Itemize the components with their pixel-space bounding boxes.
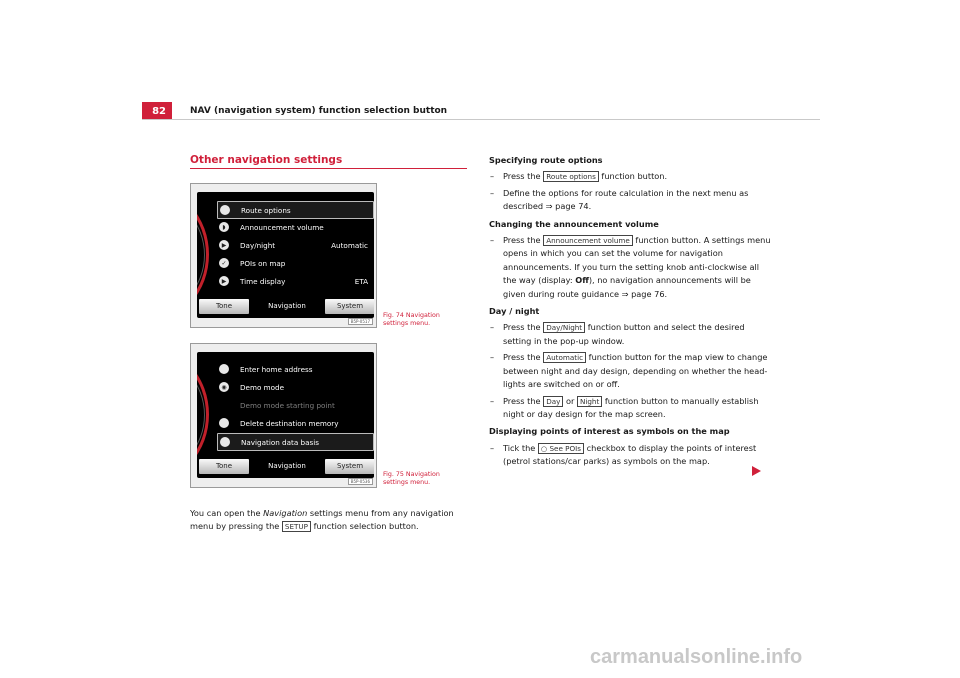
play-icon: ▶ xyxy=(219,276,229,286)
heading-day-night: Day / night xyxy=(489,306,540,317)
heading-announcement-volume: Changing the announcement volume xyxy=(489,218,659,229)
menu-item[interactable] xyxy=(217,397,372,413)
menu-item[interactable] xyxy=(217,237,372,253)
caption-line: Fig. 74 Navigation xyxy=(383,312,440,319)
blank-circle-icon xyxy=(219,364,229,374)
menu-item-label: Announcement volume xyxy=(240,222,324,232)
menu-item[interactable] xyxy=(217,379,372,395)
text: Press the xyxy=(503,395,544,406)
text: Tick the xyxy=(503,442,538,453)
tab-navigation[interactable]: Navigation xyxy=(268,302,306,310)
nav-settings-panel xyxy=(197,352,374,478)
text: function button to manually establish night or day design for the map screen. xyxy=(503,395,759,419)
tab-system[interactable]: System xyxy=(325,459,374,474)
setup-key: SETUP xyxy=(282,521,311,532)
caption-line: Fig. 75 Navigation xyxy=(383,471,440,478)
list-item xyxy=(489,351,771,391)
day-night-key: Day/Night xyxy=(543,322,585,333)
text: settings menu from any navigation menu by pressing the xyxy=(190,508,454,531)
menu-item[interactable] xyxy=(217,361,372,377)
bold-text: Off xyxy=(575,275,589,286)
menu-item-label: Time display xyxy=(240,276,286,286)
text: function button and select the desired setting in the pop-up window. xyxy=(503,322,745,346)
italic-text: Navigation xyxy=(263,508,308,518)
menu-item[interactable] xyxy=(217,433,374,451)
menu-item-label: POIs on map xyxy=(240,258,286,268)
blank-circle-icon xyxy=(220,205,230,215)
list-item xyxy=(489,442,771,469)
figure-code: B5P-0517 xyxy=(348,318,373,325)
tab-bar xyxy=(199,298,374,314)
see-pois-key: ○ See POIs xyxy=(538,443,584,454)
volume-icon: ◗ xyxy=(219,222,229,232)
blank-circle-icon xyxy=(220,437,230,447)
figure-code: B5P-0536 xyxy=(348,478,373,485)
text: checkbox to display the points of interest (petrol stations/car parks) as symbols on the map. xyxy=(503,442,757,467)
tab-system[interactable]: System xyxy=(325,299,374,314)
right-column xyxy=(489,154,771,469)
figure-74-caption xyxy=(383,312,440,328)
text: function button. xyxy=(598,171,668,182)
menu-item-label: Enter home address xyxy=(240,364,313,374)
knob-arc-inner xyxy=(197,356,205,474)
blank-circle-icon xyxy=(219,418,229,428)
running-header: NAV (navigation system) function selection button xyxy=(190,106,448,116)
watermark: carmanualsonline.info xyxy=(590,646,803,668)
radio-icon: ◉ xyxy=(219,382,229,392)
list-item xyxy=(489,321,771,348)
menu-item-label: Demo mode xyxy=(240,382,285,392)
list-item xyxy=(489,170,771,183)
tab-tone[interactable]: Tone xyxy=(199,299,249,314)
menu-item[interactable] xyxy=(217,201,374,219)
text: Press the xyxy=(503,322,544,333)
night-key: Night xyxy=(577,396,602,407)
tab-tone[interactable]: Tone xyxy=(199,459,249,474)
automatic-key: Automatic xyxy=(543,352,586,363)
text: Define the options for route calculation in the next menu as described ⇒ page 74. xyxy=(503,187,749,212)
figure-74-screen xyxy=(190,183,377,328)
heading-route-options: Specifying route options xyxy=(489,155,603,165)
list-item xyxy=(489,234,771,301)
day-key: Day xyxy=(543,396,563,407)
menu-item-label: Delete destination memory xyxy=(240,418,339,428)
section-rule xyxy=(190,168,467,169)
menu-item-label: Route options xyxy=(241,205,291,215)
menu-item-label: Demo mode starting point xyxy=(240,400,335,410)
text: or xyxy=(563,395,577,406)
menu-item[interactable] xyxy=(217,219,372,235)
route-options-key: Route options xyxy=(543,171,599,182)
caption-line: settings menu. xyxy=(383,320,431,327)
figure-75-screen xyxy=(190,343,377,488)
menu-item[interactable] xyxy=(217,255,372,271)
text: Press the xyxy=(503,171,544,182)
list-item xyxy=(489,395,771,422)
knob-arc-inner xyxy=(197,196,205,314)
menu-item-label: Day/night xyxy=(240,240,276,250)
announcement-volume-key: Announcement volume xyxy=(543,235,633,246)
figure-75-caption xyxy=(383,471,440,487)
text: Press the xyxy=(503,235,544,246)
list-item xyxy=(489,187,771,214)
play-icon: ▶ xyxy=(219,240,229,250)
menu-item-value: Automatic xyxy=(331,240,368,250)
text: ), no navigation announcements will be given during route guidance ⇒ page 76. xyxy=(503,275,751,299)
menu-item[interactable] xyxy=(217,415,372,431)
text: function selection button. xyxy=(311,521,419,531)
intro-paragraph xyxy=(190,507,470,533)
page-number: 82 xyxy=(142,102,172,120)
text: function button for the map view to change between night and day design, depending on whether the head-lights are switched on or off. xyxy=(503,352,768,390)
continue-arrow-icon xyxy=(752,466,761,476)
menu-item-label: Navigation data basis xyxy=(241,437,319,447)
tab-navigation[interactable]: Navigation xyxy=(268,462,306,470)
tab-bar xyxy=(199,458,374,474)
section-title: Other navigation settings xyxy=(190,154,343,166)
menu-item-value: ETA xyxy=(354,276,368,286)
text: function button. A settings menu opens in which you can set the volume for navigation announcements. If you turn the setting knob anti-clockwise all the way (display: xyxy=(503,235,771,286)
menu-item[interactable] xyxy=(217,273,372,289)
header-rule xyxy=(142,119,820,120)
text: Press the xyxy=(503,352,544,363)
check-icon: ✓ xyxy=(219,258,229,268)
heading-points-of-interest: Displaying points of interest as symbols on the map xyxy=(489,426,730,437)
nav-settings-panel xyxy=(197,192,374,318)
caption-line: settings menu. xyxy=(383,479,431,486)
text: You can open the xyxy=(190,508,264,518)
